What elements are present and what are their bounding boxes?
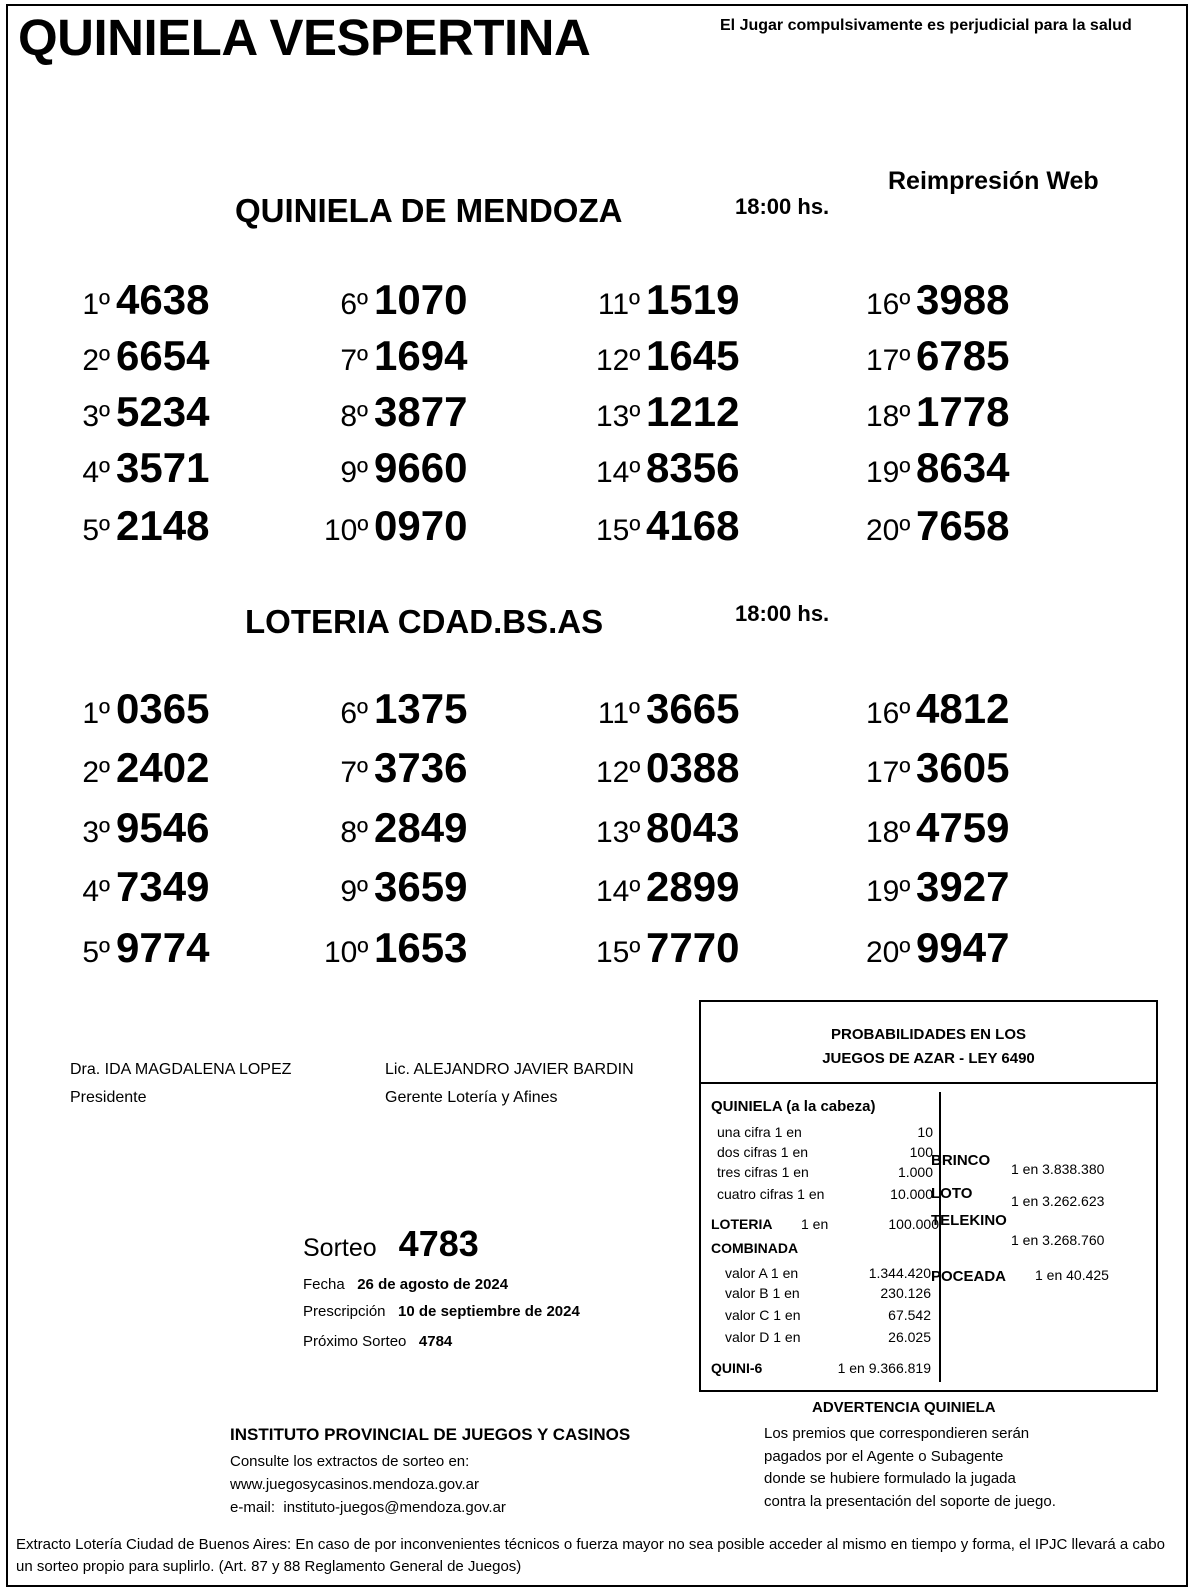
prescripcion-row [303,1303,580,1320]
result-number: 1694 [374,332,468,379]
result-number: 1070 [374,276,468,323]
result-item [596,276,739,324]
result-position: 17º [866,756,911,789]
brinco-prob-value: 1 en 3.838.380 [1011,1161,1105,1177]
prob-row-value: 26.025 [888,1329,931,1345]
result-number: 0388 [646,744,740,791]
advertencia-title: ADVERTENCIA QUINIELA [812,1399,996,1416]
result-position: 4º [82,875,110,908]
result-item [596,804,739,852]
prob-row-value: 1.000 [897,1164,933,1180]
health-warning: El Jugar compulsivamente es perjudicial para la salud [720,17,1132,34]
result-number: 1778 [916,388,1010,435]
result-number: 7658 [916,502,1010,549]
result-position: 6º [340,697,368,730]
result-position: 10º [324,514,369,547]
result-item [324,744,467,792]
loteria-prob-value: 100.000 [888,1216,939,1232]
result-position: 15º [596,514,641,547]
institute-name: INSTITUTO PROVINCIAL DE JUEGOS Y CASINOS [230,1425,631,1444]
result-item [66,332,209,380]
result-number: 0365 [116,685,210,732]
result-number: 3877 [374,388,468,435]
prob-row-value: 1.344.420 [868,1265,931,1281]
result-position: 12º [596,344,641,377]
loto-prob-value: 1 en 3.262.623 [1011,1193,1105,1209]
prob-row-value: 10 [917,1124,933,1140]
signature-role: Presidente [70,1089,147,1106]
prob-row-label: valor A 1 en [725,1265,799,1281]
result-number: 9947 [916,924,1010,971]
result-position: 3º [82,400,110,433]
result-item [66,863,209,911]
result-position: 14º [596,456,641,489]
brinco-prob-label: BRINCO [931,1152,991,1169]
result-item [324,863,467,911]
prescripcion-value: 10 de septiembre de 2024 [398,1303,580,1320]
result-number: 8043 [646,804,740,851]
prob-row-label: tres cifras 1 en [717,1164,809,1180]
institute-contact [230,1450,506,1519]
result-item [866,388,1009,436]
result-position: 1º [82,697,110,730]
result-position: 13º [596,816,641,849]
result-item [324,276,467,324]
result-number: 7349 [116,863,210,910]
result-position: 18º [866,400,911,433]
sorteo-label: Sorteo [303,1234,377,1262]
result-item [324,804,467,852]
draw-time-bsas: 18:00 hs. [735,601,830,626]
result-position: 12º [596,756,641,789]
result-item [66,276,209,324]
result-number: 3605 [916,744,1010,791]
result-number: 4759 [916,804,1010,851]
poceada-prob-value: 1 en 40.425 [1035,1267,1109,1283]
result-position: 7º [340,344,368,377]
result-position: 5º [82,514,110,547]
result-number: 2148 [116,502,210,549]
reprint-label: Reimpresión Web [888,167,1099,195]
result-number: 3927 [916,863,1010,910]
result-item [866,924,1009,972]
institute-consult: Consulte los extractos de sorteo en: [230,1453,470,1470]
advertencia-line: donde se hubiere formulado la jugada [764,1470,1016,1487]
telekino-prob-value: 1 en 3.268.760 [1011,1232,1105,1248]
loteria-prob-en: 1 en [801,1216,829,1232]
quini6-prob-label: QUINI-6 [711,1360,763,1376]
result-number: 2849 [374,804,468,851]
draw-title-mendoza: QUINIELA DE MENDOZA [235,192,623,229]
result-position: 20º [866,514,911,547]
probabilities-title [701,1002,1156,1084]
result-position: 17º [866,344,911,377]
prescripcion-label: Prescripción [303,1303,386,1320]
prob-row-label: valor D 1 en [725,1329,801,1345]
proximo-value: 4784 [418,1333,453,1350]
prob-row-value: 100 [909,1144,933,1160]
advertencia-line: contra la presentación del soporte de juego. [764,1492,1056,1510]
result-item [66,444,209,492]
result-position: 20º [866,936,911,969]
result-item [596,744,739,792]
institute-website: www.juegosycasinos.mendoza.gov.ar [230,1476,480,1493]
result-position: 3º [82,816,110,849]
result-number: 1212 [646,388,740,435]
result-item [866,444,1009,492]
result-number: 5234 [116,388,210,435]
result-number: 0970 [374,502,468,549]
result-number: 7770 [646,924,740,971]
result-item [324,502,467,550]
result-position: 4º [82,456,110,489]
result-item [66,924,209,972]
prob-row-label: una cifra 1 en [717,1124,802,1140]
result-position: 9º [340,456,368,489]
result-item [866,685,1009,733]
probabilities-box [699,1000,1158,1392]
result-number: 3571 [116,444,210,491]
result-position: 1º [82,288,110,321]
result-item [66,502,209,550]
signature-name: Dra. IDA MAGDALENA LOPEZ [70,1061,292,1078]
result-number: 1519 [646,276,740,323]
combinada-prob-label: COMBINADA [711,1240,799,1256]
result-item [866,502,1009,550]
result-number: 3736 [374,744,468,791]
quini6-prob-value: 1 en 9.366.819 [837,1360,931,1376]
advertencia-line: Los premios que correspondieren serán [764,1425,1030,1442]
result-position: 18º [866,816,911,849]
result-item [324,924,467,972]
signature-president [70,1056,291,1112]
result-position: 14º [596,875,641,908]
result-item [866,276,1009,324]
result-number: 4638 [116,276,210,323]
result-number: 8356 [646,444,740,491]
result-item [596,502,739,550]
fecha-value: 26 de agosto de 2024 [357,1276,509,1293]
result-position: 16º [866,288,911,321]
prob-row-value: 230.126 [880,1285,931,1301]
sorteo-number: 4783 [398,1223,479,1264]
probabilities-left-column [709,1092,941,1382]
result-item [324,388,467,436]
result-position: 7º [340,756,368,789]
result-item [66,685,209,733]
result-item [66,744,209,792]
result-item [66,804,209,852]
result-position: 2º [82,344,110,377]
loto-prob-label: LOTO [931,1185,973,1202]
footer-note: Extracto Lotería Ciudad de Buenos Aires: En caso de por inconvenientes técnicos o fuerza mayor no sea posible acceder al mismo en tiempo y forma, el IPJC llevará a cabo un sorteo propio para suplirlo. (Art. 87 y 88 Reglamento General de Juegos) [16,1536,1165,1575]
result-item [866,744,1009,792]
prob-row-label: valor B 1 en [725,1285,800,1301]
fecha-label: Fecha [303,1276,345,1293]
result-number: 3659 [374,863,468,910]
signature-role: Gerente Lotería y Afines [385,1089,558,1106]
result-position: 10º [324,936,369,969]
prob-row-label: dos cifras 1 en [717,1144,809,1160]
proximo-row [303,1333,452,1350]
fecha-row [303,1276,508,1293]
quiniela-prob-label: QUINIELA (a la cabeza) [711,1098,876,1115]
result-item [596,863,739,911]
result-number: 6654 [116,332,210,379]
signature-name: Lic. ALEJANDRO JAVIER BARDIN [385,1061,634,1078]
telekino-prob-label: TELEKINO [931,1212,1007,1229]
result-position: 11º [597,697,640,730]
result-number: 6785 [916,332,1010,379]
proximo-label: Próximo Sorteo [303,1333,407,1350]
result-position: 5º [82,936,110,969]
result-item [596,388,739,436]
result-position: 19º [866,456,911,489]
institute-email: instituto-juegos@mendoza.gov.ar [283,1499,506,1516]
result-number: 3665 [646,685,740,732]
prob-row-value: 67.542 [888,1307,931,1323]
result-item [596,924,739,972]
result-number: 9660 [374,444,468,491]
result-item [324,332,467,380]
result-number: 9774 [116,924,210,971]
result-number: 3988 [916,276,1010,323]
poceada-prob-label: POCEADA [931,1268,1007,1285]
result-position: 15º [596,936,641,969]
result-number: 9546 [116,804,210,851]
result-number: 8634 [916,444,1010,491]
result-item [324,685,467,733]
result-number: 1375 [374,685,468,732]
loteria-prob-label: LOTERIA [711,1216,773,1232]
probabilities-title-line2: JUEGOS DE AZAR - LEY 6490 [822,1050,1035,1067]
result-position: 2º [82,756,110,789]
result-number: 1645 [646,332,740,379]
result-position: 8º [340,400,368,433]
result-position: 9º [340,875,368,908]
result-number: 1653 [374,924,468,971]
advertencia-body [764,1423,1056,1513]
result-item [324,444,467,492]
signature-manager [385,1056,634,1112]
result-item [596,332,739,380]
result-position: 11º [597,288,640,321]
institute-email-label: e-mail: [230,1499,276,1516]
result-position: 13º [596,400,641,433]
result-item [596,685,739,733]
result-number: 4812 [916,685,1010,732]
result-item [866,332,1009,380]
prob-row-label: cuatro cifras 1 en [717,1186,825,1202]
result-position: 19º [866,875,911,908]
result-position: 6º [340,288,368,321]
draw-time-mendoza: 18:00 hs. [735,194,830,219]
prob-row-label: valor C 1 en [725,1307,801,1323]
sorteo-block [303,1223,479,1265]
result-item [66,388,209,436]
prob-row-value: 10.000 [890,1186,933,1202]
result-position: 16º [866,697,911,730]
page-title: QUINIELA VESPERTINA [18,9,591,66]
result-number: 2402 [116,744,210,791]
institute-email-row [230,1496,506,1519]
result-position: 8º [340,816,368,849]
result-number: 4168 [646,502,740,549]
result-item [866,804,1009,852]
draw-title-bsas: LOTERIA CDAD.BS.AS [245,603,604,640]
probabilities-title-line1: PROBABILIDADES EN LOS [830,1026,1026,1043]
advertencia-line: pagados por el Agente o Subagente [764,1447,1004,1465]
result-item [596,444,739,492]
result-number: 2899 [646,863,740,910]
result-item [866,863,1009,911]
